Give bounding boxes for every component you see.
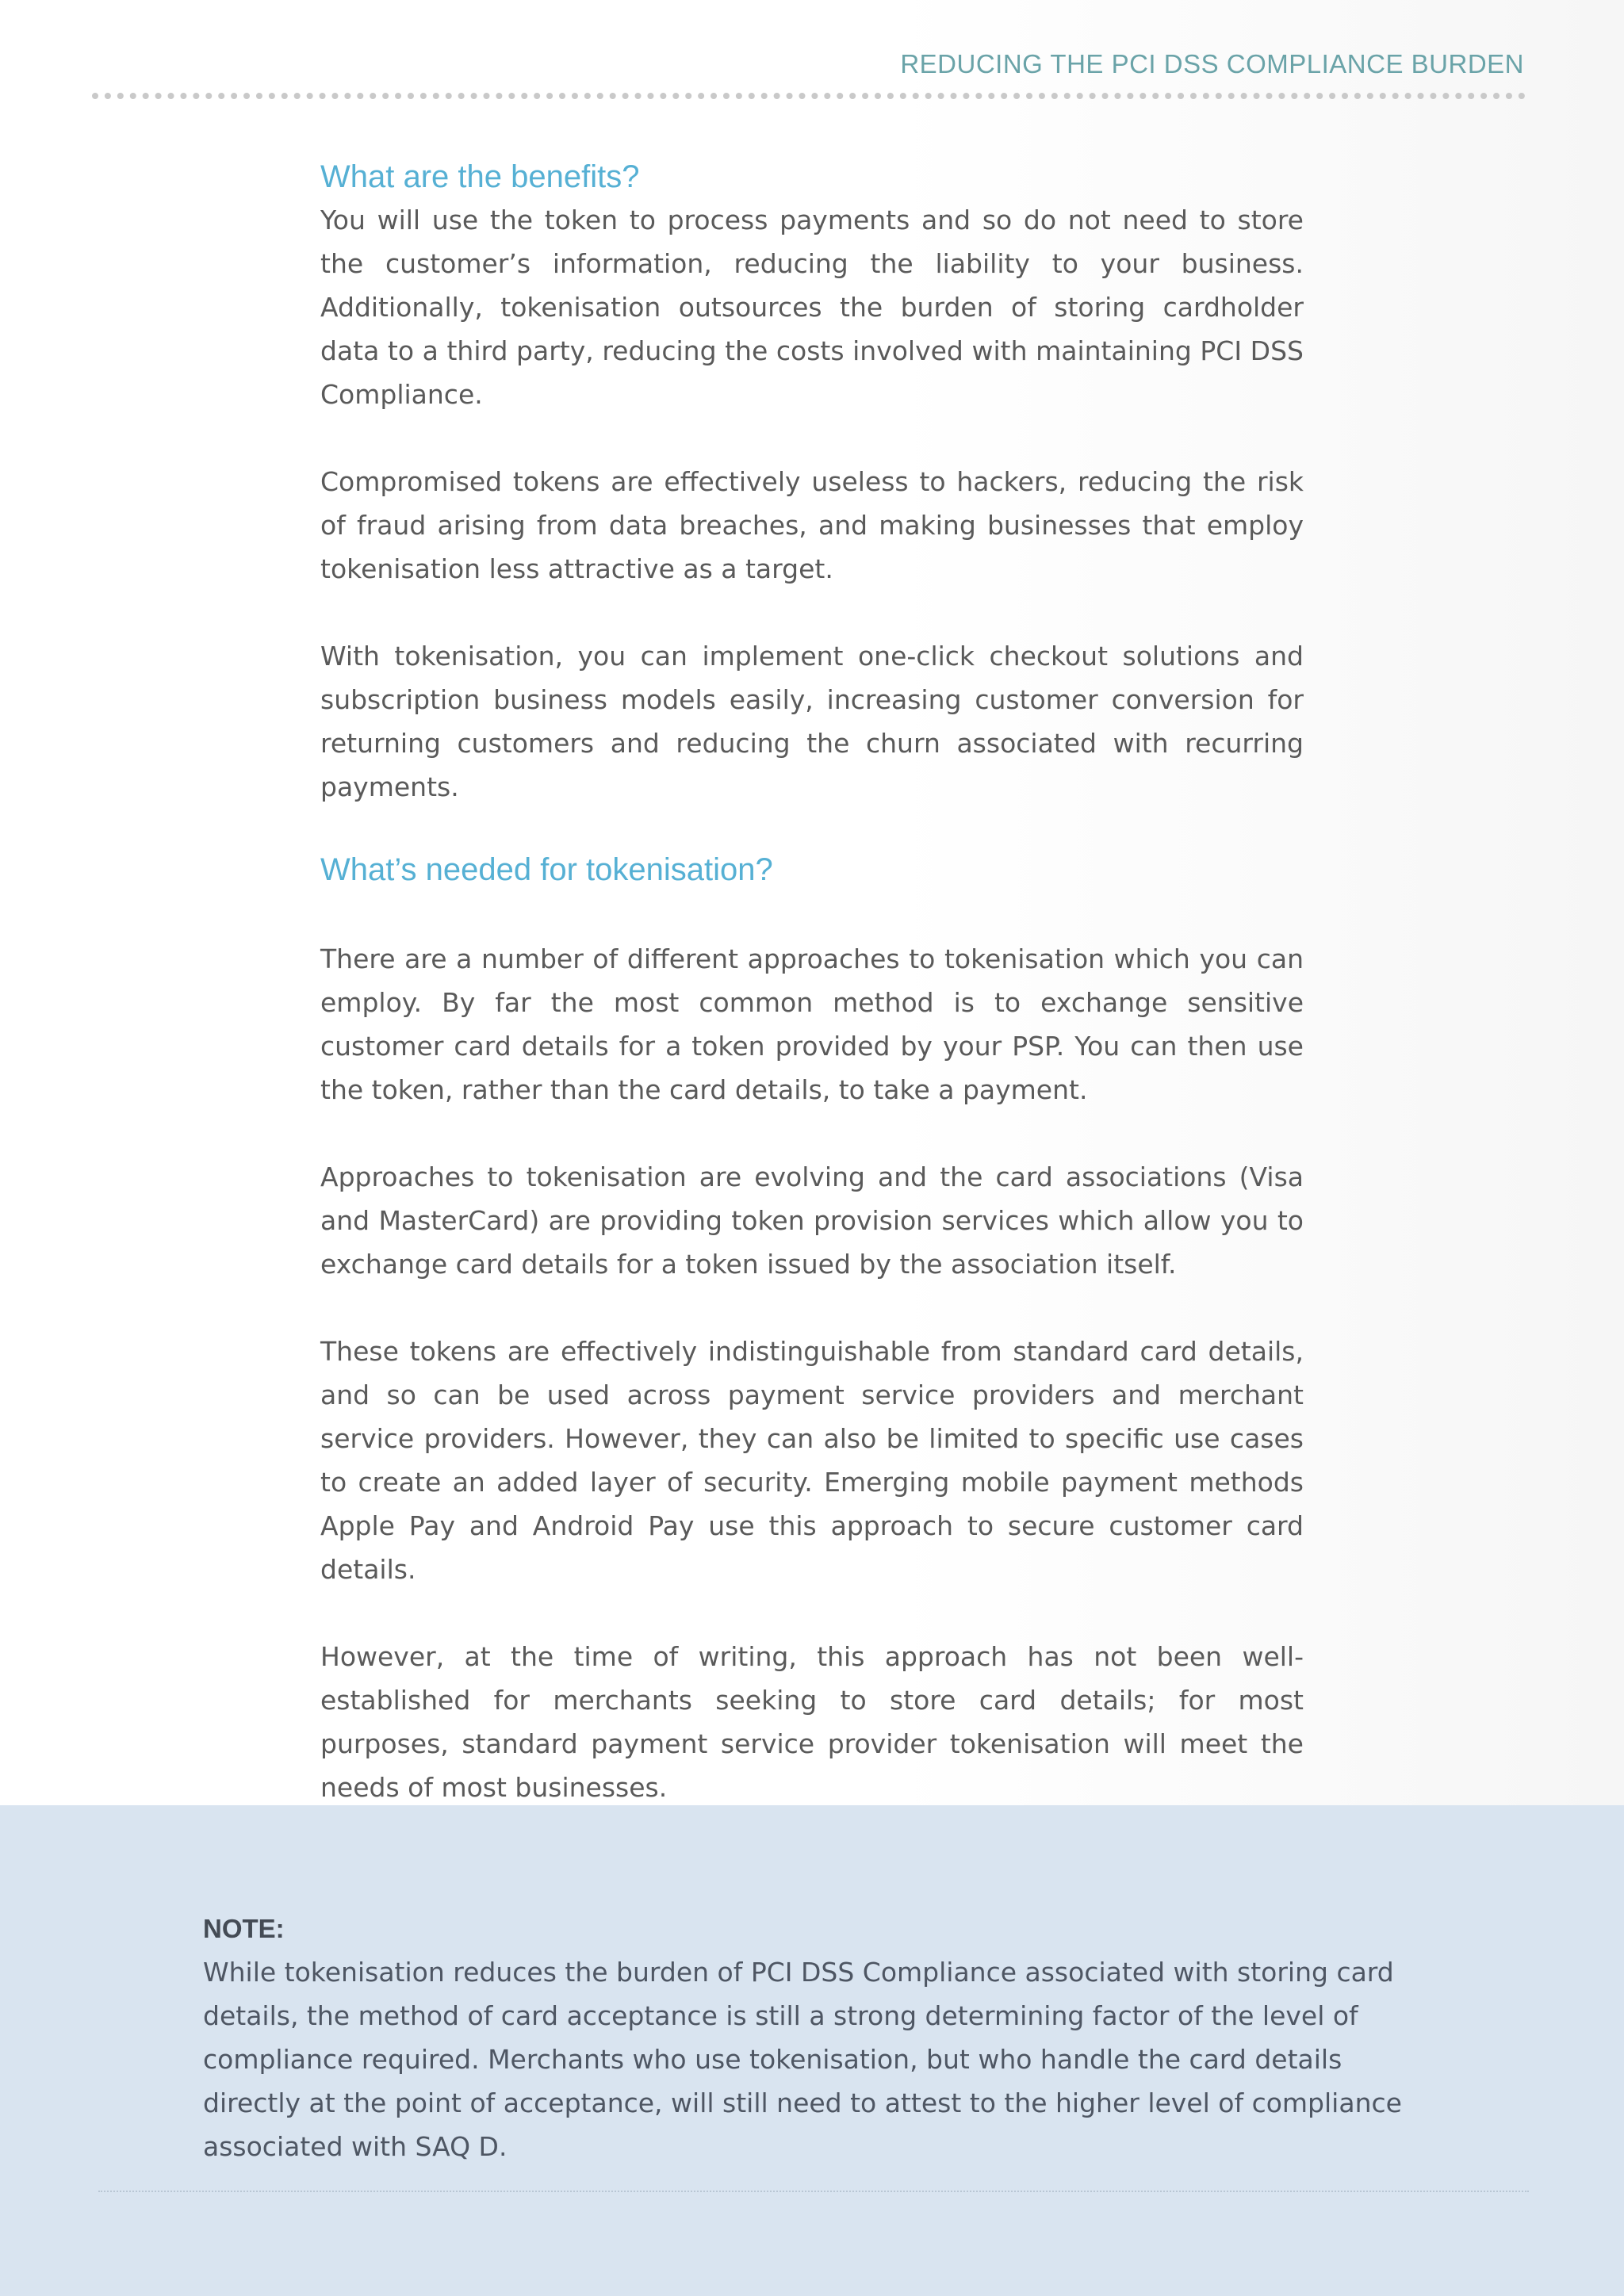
main-content xyxy=(320,155,1304,1809)
benefits-paragraph-3: With tokenisation, you can implement one-click checkout solutions and subscription business models easily, increasing customer conversion for returning customers and reducing the churn associated with recurring payments. xyxy=(320,641,1304,802)
running-header: REDUCING THE PCI DSS COMPLIANCE BURDEN xyxy=(900,49,1524,78)
needed-heading: What’s needed for tokenisation? xyxy=(320,852,773,887)
footer-divider xyxy=(98,2191,1529,2192)
note-panel xyxy=(0,1805,1624,2296)
needed-paragraph-1: There are a number of different approaches to tokenisation which you can employ. By far the most common method is to exchange sensitive customer card details for a token provided by your PSP. You can then use the token, rather than the card details, to take a payment. xyxy=(320,943,1304,1105)
benefits-paragraph-1: You will use the token to process payments and so do not need to store the customer’s information, reducing the liability to your business. Additionally, tokenisation outsources the burden of storing cardholder data to a third party, reducing the costs involved with maintaining PCI DSS Compliance. xyxy=(320,205,1304,410)
benefits-heading: What are the benefits? xyxy=(320,159,640,194)
note-block xyxy=(203,1907,1424,2168)
header-divider xyxy=(92,93,1526,99)
note-text: While tokenisation reduces the burden of PCI DSS Compliance associated with storing card details, the method of card acceptance is still a strong determining factor of the level of compliance required. Merchants who use tokenisation, but who handle the card details directly at the point of acceptance, will still need to attest to the higher level of compliance associated with SAQ D. xyxy=(203,1957,1402,2162)
needed-paragraph-2: Approaches to tokenisation are evolving and the card associations (Visa and MasterCard) are providing token provision services which allow you to exchange card details for a token issued by the association itself. xyxy=(320,1161,1304,1280)
note-label: NOTE: xyxy=(203,1914,285,1943)
needed-paragraph-3: These tokens are effectively indistinguishable from standard card details, and so can be used across payment service providers and merchant service providers. However, they can also be limited to specific use cases to create an added layer of security. Emerging mobile payment methods Apple Pay and Android Pay use this approach to secure customer card details. xyxy=(320,1336,1304,1585)
benefits-paragraph-2: Compromised tokens are effectively useless to hackers, reducing the risk of fraud arising from data breaches, and making businesses that employ tokenisation less attractive as a target. xyxy=(320,466,1304,584)
needed-paragraph-4: However, at the time of writing, this approach has not been well-established for merchants seeking to store card details; for most purposes, standard payment service provider tokenisation will meet the needs of most businesses. xyxy=(320,1641,1304,1803)
